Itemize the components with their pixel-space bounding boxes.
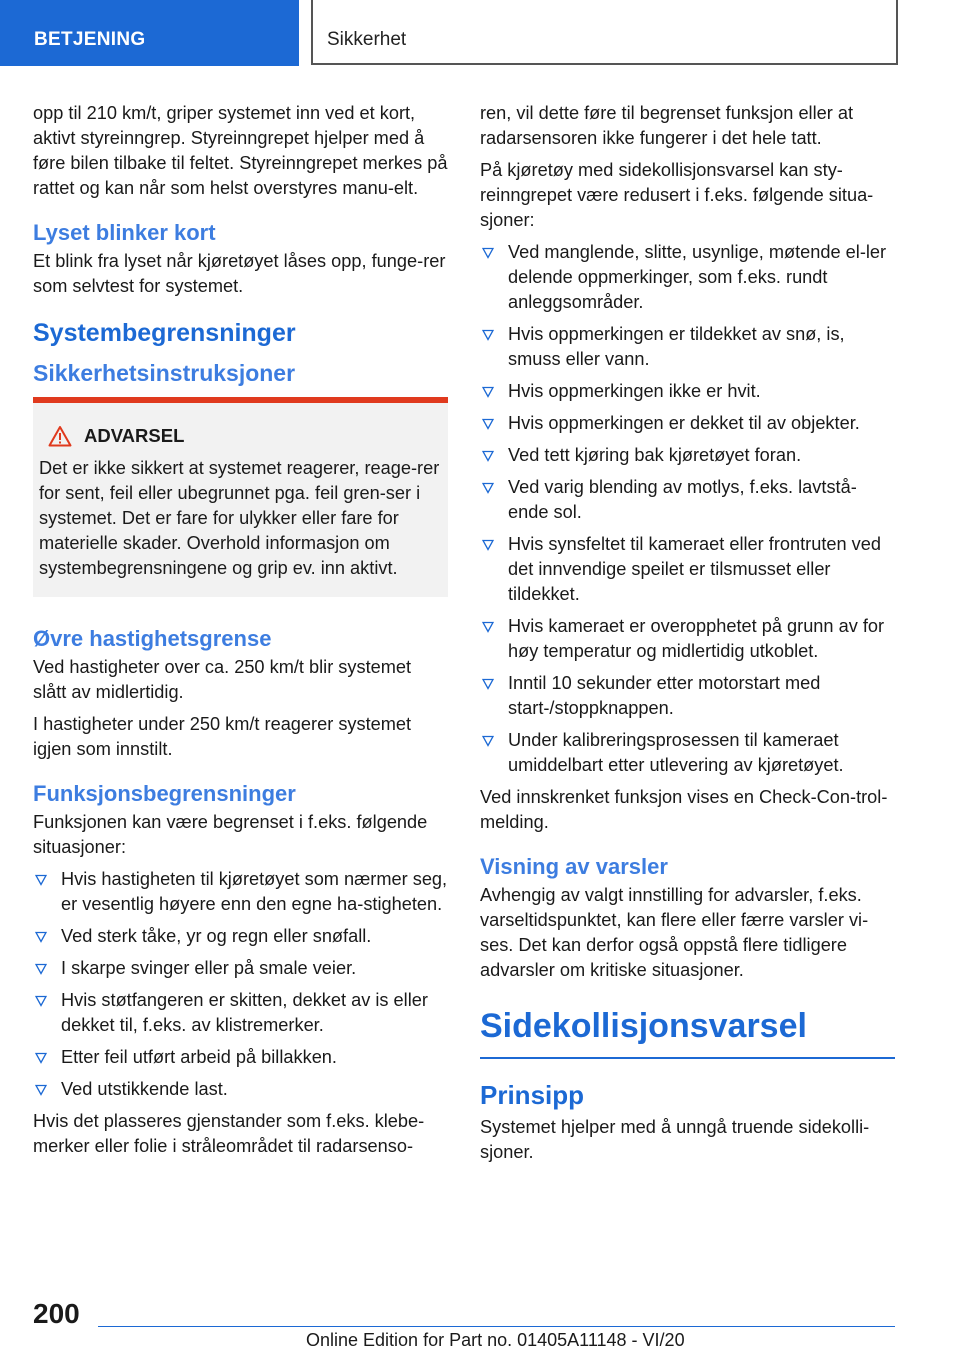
heading-lyset-blinker: Lyset blinker kort <box>33 220 216 245</box>
heading-systembegrensninger: Systembegrensninger <box>33 319 296 347</box>
heading-sidekollisjonsvarsel: Sidekollisjonsvarsel <box>480 1005 895 1059</box>
triangle-bullet-icon <box>35 963 47 975</box>
triangle-bullet-icon <box>35 1084 47 1096</box>
list-item: Ved sterk tåke, yr og regn eller snøfall. <box>33 924 448 949</box>
triangle-bullet-icon <box>482 329 494 341</box>
triangle-bullet-icon <box>35 995 47 1007</box>
list-item: Hvis oppmerkingen ikke er hvit. <box>480 379 895 404</box>
triangle-bullet-icon <box>482 621 494 633</box>
triangle-bullet-icon <box>482 247 494 259</box>
visning-paragraph: Avhengig av valgt innstilling for advarsler, f.eks. varseltidspunktet, kan flere eller færre varsler vi-ses. Det kan derfor også oppstå flere tidligere advarsler om kritiske situasjoner. <box>480 885 869 980</box>
situations-paragraph: På kjøretøy med sidekollisjonsvarsel kan sty-reinngrepet være redusert i f.eks. følgende situa-sjoner: <box>480 160 874 230</box>
list-item: Hvis oppmerkingen er dekket til av objekter. <box>480 411 895 436</box>
triangle-bullet-icon <box>482 482 494 494</box>
footer-edition: Online Edition for Part no. 01405A11148 - VI/20 <box>306 1330 685 1350</box>
triangle-bullet-icon <box>482 418 494 430</box>
list-item: Ved tett kjøring bak kjøretøyet foran. <box>480 443 895 468</box>
list-item: Etter feil utført arbeid på billakken. <box>33 1045 448 1070</box>
right-column <box>480 101 895 1172</box>
list-item: Ved varig blending av motlys, f.eks. lavtstå-ende sol. <box>480 475 895 525</box>
heading-prinsipp: Prinsipp <box>480 1080 585 1110</box>
warning-box <box>33 397 448 597</box>
ovre-paragraph-1: Ved hastigheter over ca. 250 km/t blir systemet slått av midlertidig. <box>33 657 412 702</box>
warning-header <box>39 423 440 448</box>
chapter-tab <box>311 0 898 65</box>
triangle-bullet-icon <box>482 539 494 551</box>
heading-visning-av-varsler: Visning av varsler <box>480 854 668 879</box>
section-label: BETJENING <box>34 29 146 50</box>
lyset-paragraph: Et blink fra lyset når kjøretøyet låses opp, funge-rer som selvtest for systemet. <box>33 251 446 296</box>
triangle-bullet-icon <box>482 678 494 690</box>
footer-divider <box>98 1326 895 1327</box>
list-item: Hvis hastigheten til kjøretøyet som nærmer seg, er vesentlig høyere enn den egne ha-stigheten. <box>33 867 448 917</box>
heading-funksjonsbegrensninger: Funksjonsbegrensninger <box>33 781 296 806</box>
list-item: Under kalibreringsprosessen til kameraet umiddelbart etter utlevering av kjøretøyet. <box>480 728 895 778</box>
check-control-paragraph: Ved innskrenket funksjon vises en Check-Con-trol-melding. <box>480 787 888 832</box>
heading-ovre-hastighetsgrense: Øvre hastighetsgrense <box>33 626 272 651</box>
triangle-bullet-icon <box>35 931 47 943</box>
prinsipp-paragraph: Systemet hjelper med å unngå truende sidekolli-sjoner. <box>480 1117 870 1162</box>
outro-paragraph: Hvis det plasseres gjenstander som f.eks. klebe-merker eller folie i stråleområdet til radarsenso- <box>33 1111 425 1156</box>
ovre-paragraph-2: I hastigheter under 250 km/t reagerer systemet igjen som innstilt. <box>33 714 412 759</box>
list-item: Hvis synsfeltet til kameraet eller frontruten ved det innvendige speilet er tilsmusset eller tildekket. <box>480 532 895 607</box>
warning-text: Det er ikke sikkert at systemet reagerer, reage-rer for sent, feil eller ubegrunnet pga. feil gren-ser i systemet. Det er fare for ulykker eller fare for materielle skader. Overhold informasjon om systembegrensningene og grip ev. inn aktivt. <box>39 458 440 578</box>
warning-triangle-icon <box>48 425 72 447</box>
page-number: 200 <box>33 1298 80 1329</box>
intro-paragraph: opp til 210 km/t, griper systemet inn ved et kort, aktivt styreinngrep. Styreinngrepet hjelper med å føre bilen tilbake til feltet. Styreinngrepet merkes på rattet og kan når som helst overstyres manu-elt. <box>33 103 448 198</box>
situations-list <box>480 240 895 778</box>
triangle-bullet-icon <box>482 386 494 398</box>
triangle-bullet-icon <box>35 874 47 886</box>
triangle-bullet-icon <box>482 450 494 462</box>
list-item: Ved utstikkende last. <box>33 1077 448 1102</box>
funk-paragraph: Funksjonen kan være begrenset i f.eks. følgende situasjoner: <box>33 812 428 857</box>
list-item: Ved manglende, slitte, usynlige, møtende el-ler delende oppmerkinger, som f.eks. rundt anleggsområder. <box>480 240 895 315</box>
list-item: Inntil 10 sekunder etter motorstart med start-/stoppknappen. <box>480 671 895 721</box>
list-item: I skarpe svinger eller på smale veier. <box>33 956 448 981</box>
triangle-bullet-icon <box>482 735 494 747</box>
continued-paragraph: ren, vil dette føre til begrenset funksjon eller at radarsensoren ikke fungerer i det hele tatt. <box>480 103 854 148</box>
heading-sikkerhetsinstruksjoner: Sikkerhetsinstruksjoner <box>33 360 296 386</box>
warning-title: ADVARSEL <box>84 425 185 446</box>
list-item: Hvis støtfangeren er skitten, dekket av is eller dekket til, f.eks. av klistremerker. <box>33 988 448 1038</box>
triangle-bullet-icon <box>35 1052 47 1064</box>
funk-list <box>33 867 448 1102</box>
section-tab <box>0 0 299 66</box>
chapter-label: Sikkerhet <box>327 29 407 50</box>
list-item: Hvis oppmerkingen er tildekket av snø, is, smuss eller vann. <box>480 322 895 372</box>
list-item: Hvis kameraet er overopphetet på grunn av for høy temperatur og midlertidig utkoblet. <box>480 614 895 664</box>
left-column <box>33 101 448 1166</box>
